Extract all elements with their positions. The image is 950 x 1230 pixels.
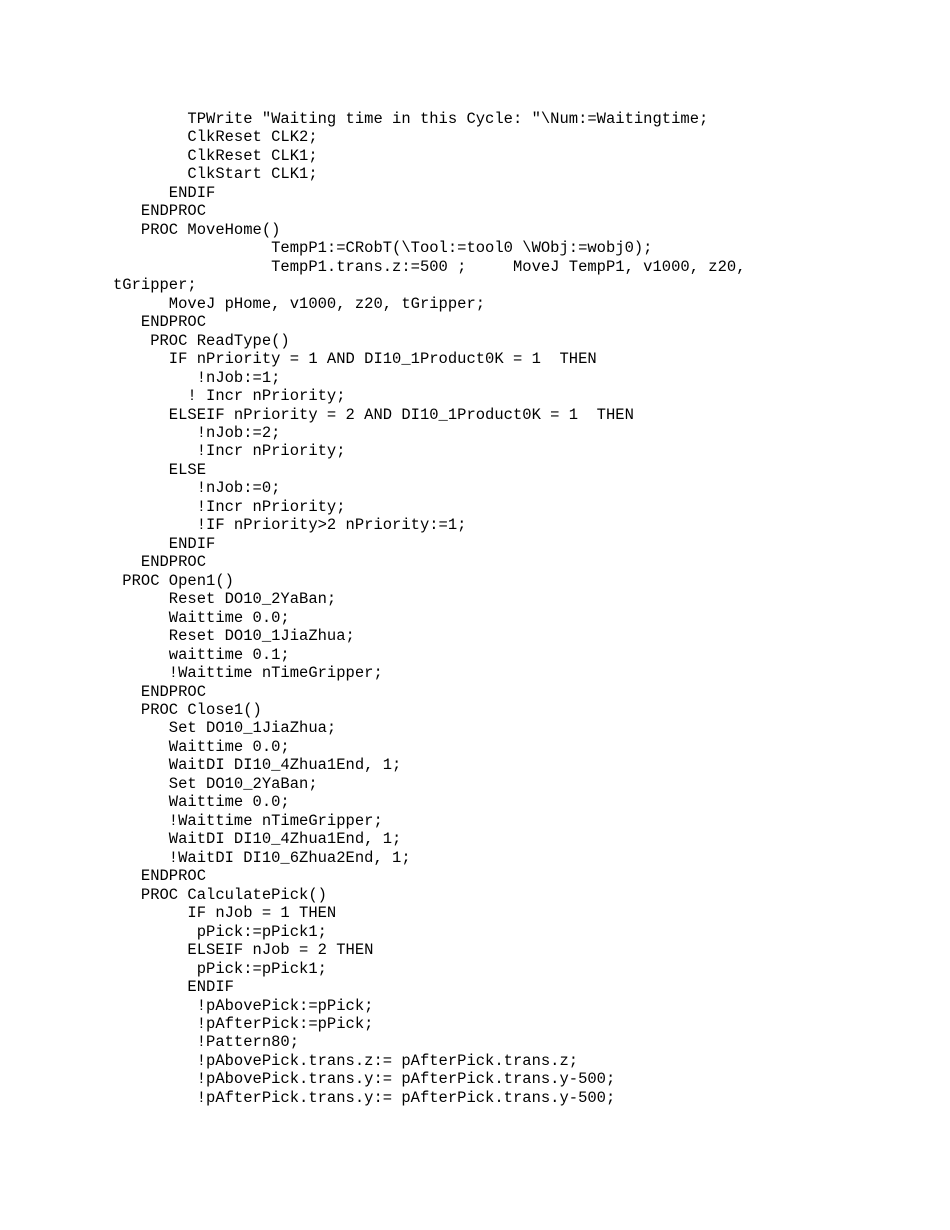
code-line: !Pattern80; [113, 1033, 300, 1052]
code-line: PROC MoveHome() [113, 220, 281, 239]
code-line: PROC CalculatePick() [113, 885, 327, 904]
code-line: TempP1.trans.z:=500 ; MoveJ TempP1, v1000, z20, [113, 257, 746, 276]
code-line: pPick:=pPick1; [113, 959, 327, 978]
code-line: Waittime 0.0; [113, 793, 290, 812]
code-line: ENDPROC [113, 867, 207, 886]
code-line: !pAfterPick.trans.y:= pAfterPick.trans.y-500; [113, 1088, 616, 1107]
code-line: ELSEIF nPriority = 2 AND DI10_1Product0K = 1 THEN [113, 405, 634, 424]
code-line: WaitDI DI10_4Zhua1End, 1; [113, 756, 402, 775]
code-line: ! Incr nPriority; [113, 387, 346, 406]
code-line: Set DO10_1JiaZhua; [113, 719, 337, 738]
code-line: tGripper; [113, 276, 197, 295]
code-line: TempP1:=CRobT(\Tool:=tool0 \WObj:=wobj0); [113, 239, 653, 258]
code-line: !Incr nPriority; [113, 442, 346, 461]
code-line: pPick:=pPick1; [113, 922, 327, 941]
code-line: WaitDI DI10_4Zhua1End, 1; [113, 830, 402, 849]
code-line: Set DO10_2YaBan; [113, 774, 318, 793]
code-line: !pAbovePick.trans.y:= pAfterPick.trans.y-500; [113, 1070, 616, 1089]
code-line: ENDPROC [113, 313, 207, 332]
code-line: !WaitDI DI10_6Zhua2End, 1; [113, 848, 411, 867]
code-line: !pAbovePick.trans.z:= pAfterPick.trans.z; [113, 1051, 579, 1070]
code-line: !Incr nPriority; [113, 497, 346, 516]
code-line: ENDPROC [113, 202, 207, 221]
code-line: ClkReset CLK2; [113, 128, 318, 147]
code-line: !pAfterPick:=pPick; [113, 1014, 374, 1033]
code-line: ENDIF [113, 183, 216, 202]
code-line: !pAbovePick:=pPick; [113, 996, 374, 1015]
code-line: !nJob:=2; [113, 423, 281, 442]
code-line: Waittime 0.0; [113, 608, 290, 627]
code-line: !Waittime nTimeGripper; [113, 664, 383, 683]
code-line: ELSE [113, 460, 207, 479]
code-line: ClkReset CLK1; [113, 146, 318, 165]
code-line: !nJob:=0; [113, 479, 281, 498]
code-line: Waittime 0.0; [113, 737, 290, 756]
code-line: Reset DO10_1JiaZhua; [113, 627, 355, 646]
code-line: ENDIF [113, 978, 234, 997]
code-listing [113, 110, 913, 1107]
code-line: Reset DO10_2YaBan; [113, 590, 337, 609]
code-line: MoveJ pHome, v1000, z20, tGripper; [113, 294, 486, 313]
code-line: !IF nPriority>2 nPriority:=1; [113, 516, 467, 535]
code-line: TPWrite "Waiting time in this Cycle: "\Num:=Waitingtime; [113, 110, 709, 128]
code-line: ENDPROC [113, 682, 207, 701]
code-line: ClkStart CLK1; [113, 165, 318, 184]
code-line: PROC Close1() [113, 701, 262, 719]
code-line: ENDIF [113, 534, 216, 553]
code-line: IF nPriority = 1 AND DI10_1Product0K = 1 THEN [113, 350, 597, 369]
code-line: !Waittime nTimeGripper; [113, 811, 383, 830]
code-line: ELSEIF nJob = 2 THEN [113, 941, 374, 960]
code-line: !nJob:=1; [113, 368, 281, 387]
code-line: IF nJob = 1 THEN [113, 904, 337, 923]
code-line: ENDPROC [113, 553, 207, 572]
code-line: waittime 0.1; [113, 645, 290, 664]
code-line: PROC Open1() [113, 571, 234, 590]
code-line: PROC ReadType() [113, 331, 290, 350]
